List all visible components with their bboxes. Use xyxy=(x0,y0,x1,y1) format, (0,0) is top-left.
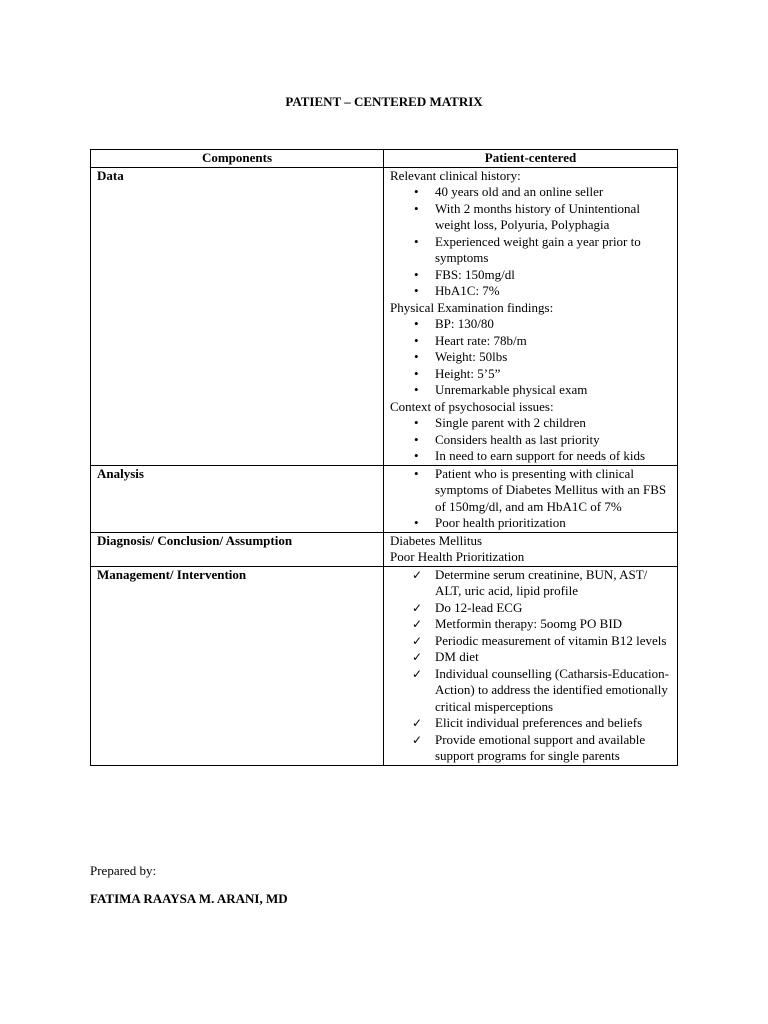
diagnosis-cell xyxy=(384,532,678,566)
list-item: • Single parent with 2 children xyxy=(390,415,671,432)
list-item: • FBS: 150mg/dl xyxy=(390,267,671,284)
data-label: Data xyxy=(91,167,384,465)
psychosocial-heading: Context of psychosocial issues: xyxy=(390,398,554,414)
list-item: ✓ Elicit individual preferences and beliefs xyxy=(390,715,671,732)
list-item: • Poor health prioritization xyxy=(390,515,671,532)
clinical-history-list xyxy=(390,184,671,300)
patient-centered-matrix-table xyxy=(90,149,678,766)
diagnosis-line: Poor Health Prioritization xyxy=(390,549,525,564)
list-item: • Heart rate: 78b/m xyxy=(390,333,671,350)
header-components: Components xyxy=(91,150,384,168)
data-cell xyxy=(384,167,678,465)
list-item: • Considers health as last priority xyxy=(390,432,671,449)
list-item: ✓ Individual counselling (Catharsis-Education-Action) to address the identified emotionally critical misperceptions xyxy=(390,666,671,716)
list-item: • Height: 5’5” xyxy=(390,366,671,383)
analysis-cell xyxy=(384,465,678,532)
diagnosis-row xyxy=(91,532,678,566)
list-item: • Weight: 50lbs xyxy=(390,349,671,366)
list-item: • 40 years old and an online seller xyxy=(390,184,671,201)
clinical-history-heading: Relevant clinical history: xyxy=(390,167,521,183)
list-item: ✓ Provide emotional support and available support programs for single parents xyxy=(390,732,671,765)
list-item: • HbA1C: 7% xyxy=(390,283,671,300)
exam-findings-list xyxy=(390,316,671,399)
management-row xyxy=(91,566,678,765)
management-label: Management/ Intervention xyxy=(91,566,384,765)
management-list xyxy=(390,567,671,765)
analysis-label: Analysis xyxy=(91,465,384,532)
list-item: ✓ DM diet xyxy=(390,649,671,666)
list-item: ✓ Metformin therapy: 5oomg PO BID xyxy=(390,616,671,633)
list-item: • BP: 130/80 xyxy=(390,316,671,333)
header-patient-centered: Patient-centered xyxy=(384,150,678,168)
page-title: PATIENT – CENTERED MATRIX xyxy=(285,94,483,109)
table-header-row xyxy=(91,150,678,168)
data-row xyxy=(91,167,678,465)
list-item: • Patient who is presenting with clinical symptoms of Diabetes Mellitus with an FBS of 150mg/dl, and am HbA1C of 7% xyxy=(390,466,671,516)
prepared-by-label: Prepared by: xyxy=(90,863,157,878)
psychosocial-list xyxy=(390,415,671,465)
management-cell xyxy=(384,566,678,765)
list-item: ✓ Do 12-lead ECG xyxy=(390,600,671,617)
list-item: ✓ Periodic measurement of vitamin B12 levels xyxy=(390,633,671,650)
list-item: • In need to earn support for needs of kids xyxy=(390,448,671,465)
list-item: • Experienced weight gain a year prior to symptoms xyxy=(390,234,671,267)
author-name: FATIMA RAAYSA M. ARANI, MD xyxy=(90,891,288,906)
exam-findings-heading: Physical Examination findings: xyxy=(390,299,554,315)
list-item: • With 2 months history of Unintentional weight loss, Polyuria, Polyphagia xyxy=(390,201,671,234)
list-item: ✓ Determine serum creatinine, BUN, AST/ ALT, uric acid, lipid profile xyxy=(390,567,671,600)
analysis-row xyxy=(91,465,678,532)
list-item: • Unremarkable physical exam xyxy=(390,382,671,399)
diagnosis-label: Diagnosis/ Conclusion/ Assumption xyxy=(91,532,384,566)
analysis-list xyxy=(390,466,671,532)
diagnosis-line: Diabetes Mellitus xyxy=(390,532,483,548)
